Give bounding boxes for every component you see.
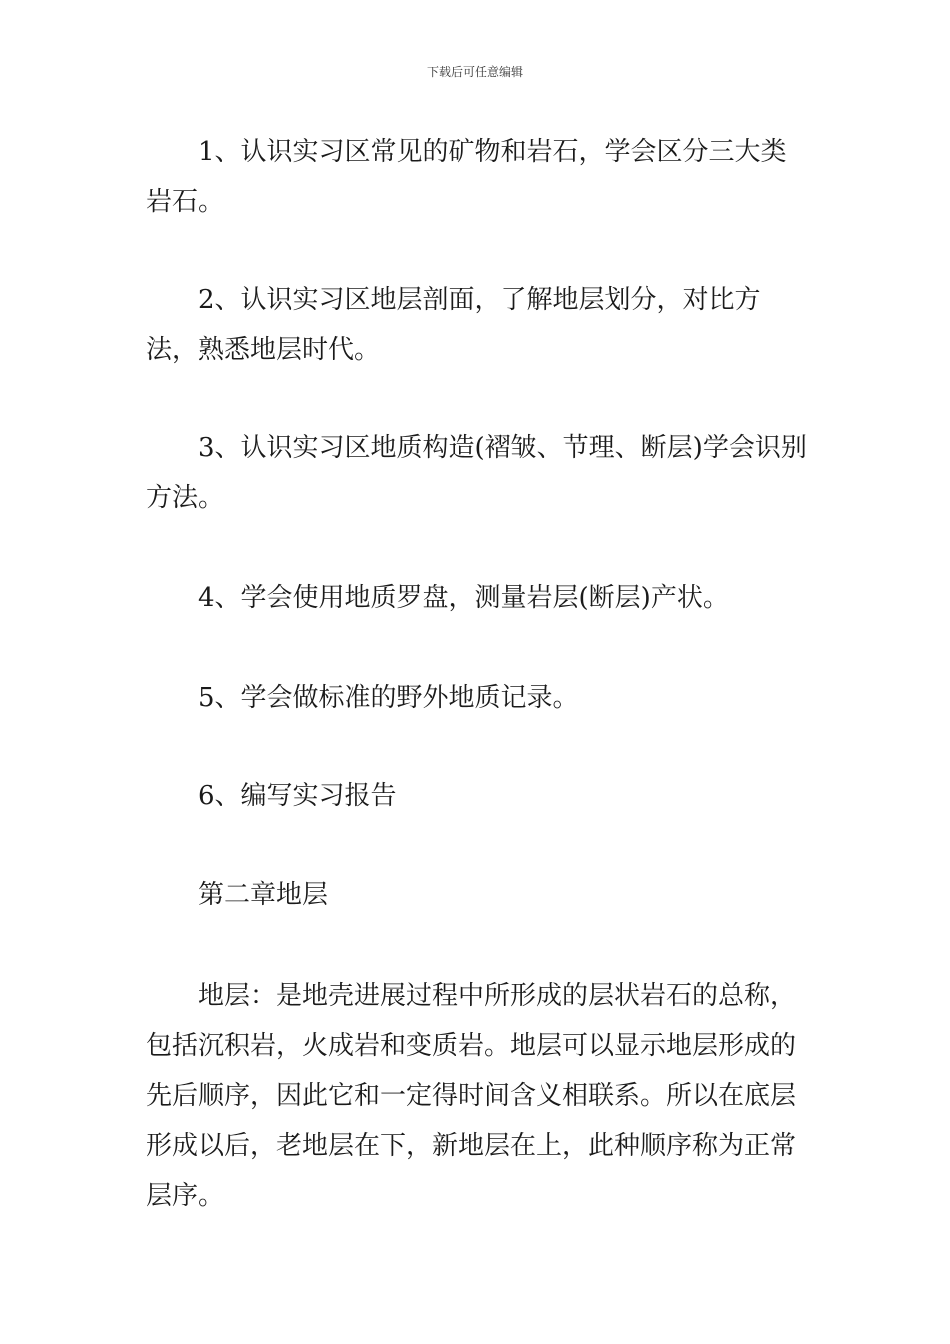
objective-2-paragraph: 2、认识实习区地层剖面，了解地层划分，对比方法，熟悉地层时代。 — [146, 285, 761, 365]
strata-definition-paragraph: 地层：是地壳进展过程中所形成的层状岩石的总称，包括沉积岩，火成岩和变质岩。地层可以显示地层形成的先后顺序，因此它和一定得时间含义相联系。所以在底层形成以后，老地层在下，新地层在上，此种顺序称为正常层序。 — [146, 981, 797, 1211]
objective-6-paragraph: 6、编写实习报告 — [198, 781, 397, 811]
chapter-heading: 第二章地层 — [198, 880, 329, 910]
objective-4-paragraph: 4、学会使用地质罗盘，测量岩层(断层)产状。 — [198, 583, 729, 613]
objective-5-paragraph: 5、学会做标准的野外地质记录。 — [198, 683, 579, 713]
objective-3-paragraph: 3、认识实习区地质构造(褶皱、节理、断层)学会识别方法。 — [146, 433, 807, 513]
objective-1-paragraph: 1、认识实习区常见的矿物和岩石，学会区分三大类岩石。 — [146, 137, 787, 217]
page-header: 下载后可任意编辑 — [426, 65, 523, 79]
